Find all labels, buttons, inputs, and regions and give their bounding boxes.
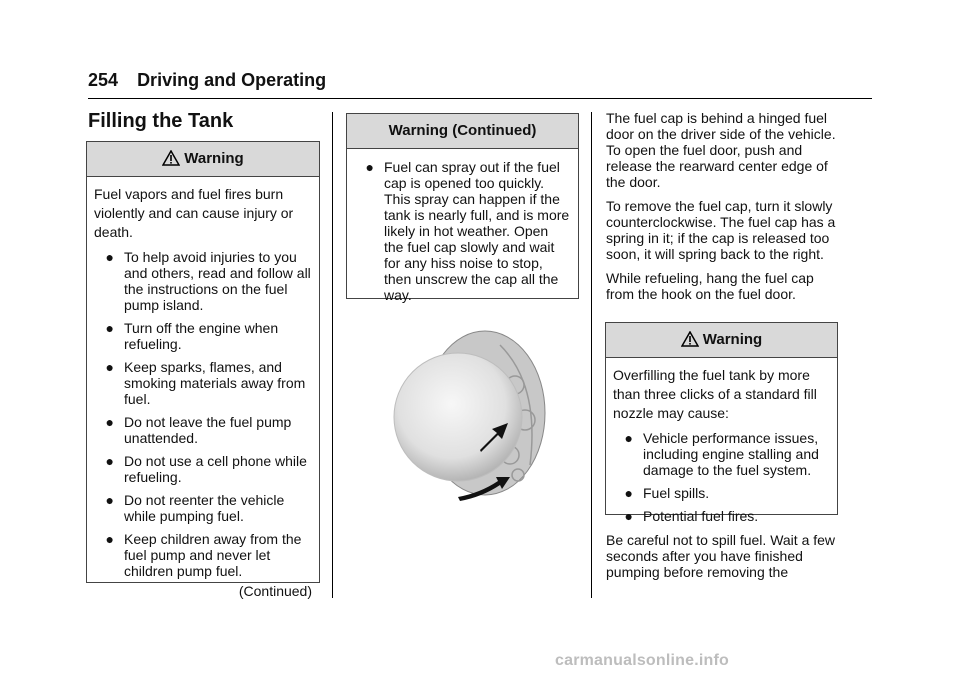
page-header — [88, 70, 326, 91]
watermark: carmanualsonline.info — [555, 652, 730, 669]
list-item: ● Turn off the engine when refueling. — [105, 320, 279, 352]
column-divider-2 — [591, 112, 592, 598]
fuel-cap-illustration — [380, 325, 570, 520]
warning-triangle-icon — [162, 145, 180, 179]
list-item: ● Do not use a cell phone while refueling. — [105, 453, 307, 485]
paragraph: To remove the fuel cap, turn it slowly counterclockwise. The fuel cap has a spring in it; if the cap is released too soon, it will spring back to the right. — [606, 198, 836, 262]
list-item: ● Do not reenter the vehicle while pumping fuel. — [105, 492, 285, 524]
warning-intro: Overfilling the fuel tank by more than three clicks of a standard fill nozzle may cause: — [613, 367, 817, 421]
page-number: 254 — [88, 70, 119, 90]
list-item: ● To help avoid injuries to you and others, read and follow all the instructions on the fuel pump island. — [105, 249, 311, 313]
list-item: ● Potential fuel fires. — [624, 508, 759, 524]
list-item: ● Vehicle performance issues, including engine stalling and damage to the fuel system. — [624, 430, 819, 478]
section-title: Filling the Tank — [88, 110, 234, 132]
list-item: ● Do not leave the fuel pump unattended. — [105, 414, 292, 446]
section-name: Driving and Operating — [137, 70, 327, 90]
header-rule — [88, 98, 872, 99]
column-3-text — [606, 110, 842, 310]
warning-intro: Fuel vapors and fuel fires burn violently and can cause injury or death. — [94, 186, 294, 240]
warning-box-continued — [346, 113, 579, 303]
paragraph: While refueling, hang the fuel cap from the hook on the fuel door. — [606, 270, 814, 302]
warning-box-fuel-vapors — [86, 141, 320, 599]
warning-box-overfilling — [605, 322, 838, 524]
list-item: ● Keep children away from the fuel pump and never let children pump fuel. — [105, 531, 302, 579]
column-3-bottom-text — [606, 532, 842, 588]
paragraph: The fuel cap is behind a hinged fuel door on the driver side of the vehicle. To open the fuel door, push and release the rearward center edge of the door. — [606, 110, 836, 190]
column-divider-1 — [332, 112, 333, 598]
continued-label: (Continued) — [238, 583, 312, 599]
warning-continued-header: Warning (Continued) — [347, 114, 578, 149]
warning-title: Warning — [702, 331, 763, 348]
warning-header — [606, 323, 837, 358]
warning-header — [87, 142, 319, 177]
paragraph: Be careful not to spill fuel. Wait a few seconds after you have finished pumping before removing the — [606, 532, 836, 580]
list-item: ● Keep sparks, flames, and smoking materials away from fuel. — [105, 359, 306, 407]
warning-triangle-icon — [681, 326, 699, 360]
list-item: ● Fuel can spray out if the fuel cap is opened too quickly. This spray can happen if the tank is nearly full, and is more likely in hot weather. Open the fuel cap slowly and wait for any hiss noise to stop, then unscrew the cap all the way. — [365, 159, 570, 303]
list-item: ● Fuel spills. — [624, 485, 710, 501]
warning-title: Warning — [184, 150, 244, 167]
